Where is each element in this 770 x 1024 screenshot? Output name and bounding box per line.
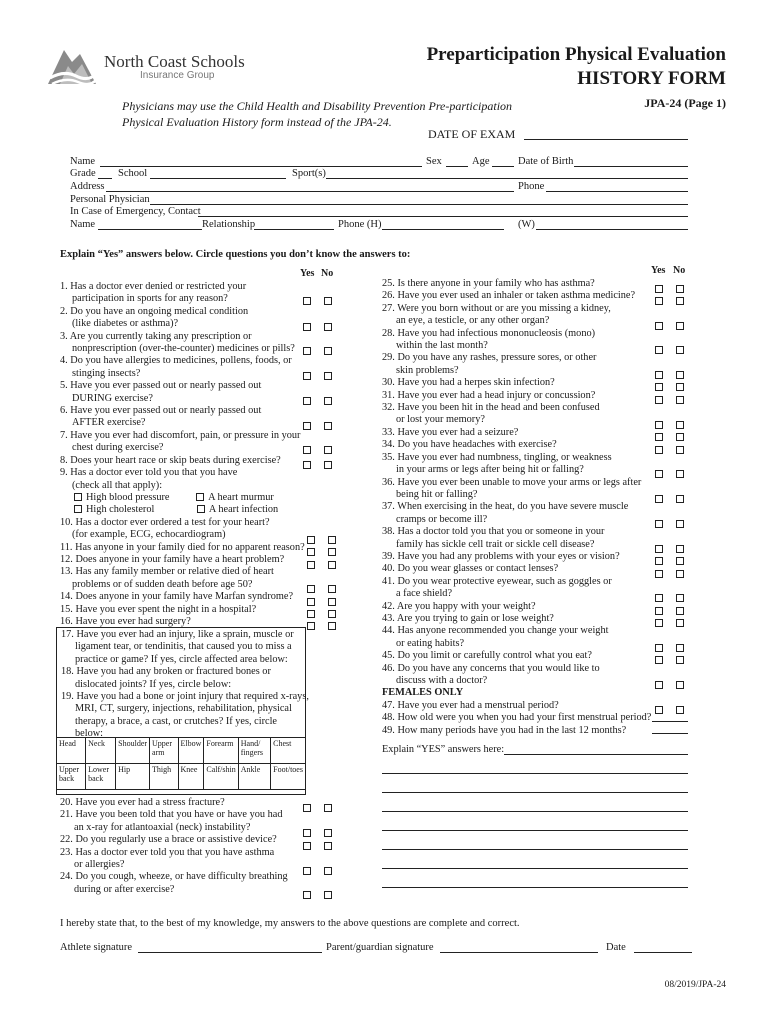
question-line: 3. Are you currently taking any prescription or: [60, 330, 252, 342]
table-row: [57, 738, 306, 764]
question-line: problems or of sudden death before age 50?: [72, 578, 253, 590]
question-line: being hit or falling?: [396, 488, 478, 500]
yes-checkbox[interactable]: [303, 804, 311, 812]
no-checkbox[interactable]: [324, 323, 332, 331]
option-label: High blood pressure: [86, 491, 170, 503]
question-line: 40. Do you wear glasses or contact lenses?: [382, 563, 559, 575]
yes-checkbox[interactable]: [655, 297, 663, 305]
explain-yes-label: Explain “YES” answers here:: [382, 744, 505, 755]
no-checkbox[interactable]: [676, 557, 684, 565]
question-line: discuss with a doctor?: [396, 675, 488, 686]
yes-checkbox[interactable]: [655, 706, 663, 714]
no-checkbox[interactable]: [324, 804, 332, 812]
note-line: Physicians may use the Child Health and Disability Prevention Pre-participation: [122, 99, 513, 113]
mountain-logo-icon: [46, 44, 98, 88]
no-checkbox[interactable]: [324, 829, 332, 837]
name-field[interactable]: [100, 166, 422, 167]
phone-field[interactable]: [546, 191, 688, 192]
question-line: 26. Have you ever used an inhaler or taken asthma medicine?: [382, 290, 636, 302]
explain-heading: Explain “Yes” answers below. Circle questions you don’t know the answers to:: [60, 249, 411, 260]
question-line: 35. Have you ever had numbness, tingling, or weakness: [382, 451, 612, 463]
question-line: 19. Have you had a bone or joint injury that required x-rays,: [61, 691, 309, 703]
relationship-label: Relationship: [202, 219, 256, 230]
no-checkbox[interactable]: [676, 706, 684, 714]
question-line: 21. Have you been told that you have or have you had: [60, 809, 283, 821]
question-line: chest during exercise?: [72, 442, 164, 454]
no-checkbox[interactable]: [324, 461, 332, 469]
question-line: 41. Do you wear protective eyewear, such as goggles or: [382, 575, 612, 587]
age-label: Age: [472, 156, 490, 167]
checkbox[interactable]: [74, 493, 82, 501]
body-area[interactable]: Upper arm: [150, 738, 178, 764]
no-checkbox[interactable]: [676, 297, 684, 305]
question-line: 9. Has a doctor ever told you that you have: [60, 467, 238, 479]
yes-checkbox[interactable]: [655, 322, 663, 330]
option-label: A heart murmur: [208, 491, 274, 503]
no-checkbox[interactable]: [324, 297, 332, 305]
left-questions-2: [60, 797, 288, 896]
yes-checkbox[interactable]: [655, 520, 663, 528]
no-checkbox[interactable]: [324, 347, 332, 355]
question-line: 10. Has a doctor ever ordered a test for your heart?: [60, 516, 270, 528]
question-line: 13. Has any family member or relative died of heart: [60, 566, 274, 578]
body-area[interactable]: Elbow: [178, 738, 204, 764]
question-line: 29. Do you have any rashes, pressure sores, or other: [382, 352, 597, 364]
no-header: No: [321, 268, 334, 279]
physician-field[interactable]: [150, 204, 688, 205]
body-area[interactable]: Head: [57, 738, 86, 764]
no-checkbox[interactable]: [324, 372, 332, 380]
yes-checkbox[interactable]: [655, 570, 663, 578]
question-line: 18. Have you had any broken or fractured bones or: [61, 666, 271, 678]
date-label: Date: [606, 942, 626, 953]
question-line: family has sickle cell trait or sickle cell disease?: [396, 538, 595, 550]
question-line: 43. Are you trying to gain or lose weight?: [382, 612, 554, 624]
question-line: 24. Do you cough, wheeze, or have difficulty breathing: [60, 871, 288, 883]
question-line: 27. Were you born without or are you missing a kidney,: [382, 302, 611, 314]
no-checkbox[interactable]: [676, 470, 684, 478]
physician-note: [122, 98, 562, 130]
explain-line[interactable]: [382, 887, 688, 888]
question-line: 23. Has a doctor ever told you that you have asthma: [60, 846, 275, 858]
yes-checkbox[interactable]: [307, 585, 315, 593]
emergency-label: In Case of Emergency, Contact: [70, 206, 201, 217]
question-line: AFTER exercise?: [72, 417, 146, 429]
question-line: (like diabetes or asthma)?: [72, 318, 179, 330]
question-line: within the last month?: [396, 340, 488, 352]
no-checkbox[interactable]: [324, 397, 332, 405]
no-checkbox[interactable]: [676, 520, 684, 528]
left-questions: [60, 281, 305, 628]
org-subtitle: Insurance Group: [140, 70, 215, 81]
yes-checkbox[interactable]: [303, 297, 311, 305]
body-area[interactable]: Lower back: [86, 764, 116, 790]
yes-checkbox[interactable]: [303, 842, 311, 850]
yes-checkbox[interactable]: [655, 383, 663, 391]
question-line: ligament tear, or tendinitis, that caused you to miss a: [75, 641, 292, 653]
body-area[interactable]: Ankle: [238, 764, 270, 790]
no-checkbox[interactable]: [676, 619, 684, 627]
explain-line[interactable]: [382, 773, 688, 774]
page-id: JPA-24 (Page 1): [644, 96, 726, 110]
question-line: skin problems?: [396, 364, 459, 376]
checkbox[interactable]: [197, 505, 205, 513]
question-line: or allergies?: [74, 859, 125, 871]
exam-date-field[interactable]: [524, 139, 688, 140]
q9-options-row: [60, 504, 305, 516]
question-line: or lost your memory?: [396, 414, 485, 426]
org-name: North Coast Schools: [104, 52, 245, 71]
q9-options-row: [60, 492, 305, 504]
no-checkbox[interactable]: [324, 867, 332, 875]
yes-checkbox[interactable]: [303, 347, 311, 355]
question-line: in your arms or legs after being hit or falling?: [396, 464, 584, 476]
question-line: 32. Have you been hit in the head and been confused: [382, 402, 600, 414]
question-line: 42. Are you happy with your weight?: [382, 600, 536, 612]
question-line: 37. When exercising in the heat, do you have severe muscle: [382, 501, 629, 513]
sports-label: Sport(s): [292, 168, 326, 179]
address-field[interactable]: [106, 191, 514, 192]
checkbox[interactable]: [196, 493, 204, 501]
relationship-field[interactable]: [254, 229, 334, 230]
parent-signature-label: Parent/guardian signature: [326, 942, 434, 953]
yes-checkbox[interactable]: [655, 681, 663, 689]
no-checkbox[interactable]: [676, 396, 684, 404]
no-checkbox[interactable]: [324, 446, 332, 454]
question-line: 5. Have you ever passed out or nearly passed out: [60, 380, 262, 392]
injury-questions: [57, 628, 309, 741]
yes-checkbox[interactable]: [655, 594, 663, 602]
no-checkbox[interactable]: [676, 346, 684, 354]
yes-checkbox[interactable]: [655, 557, 663, 565]
explain-line[interactable]: [504, 754, 688, 755]
no-checkbox[interactable]: [676, 570, 684, 578]
no-checkbox[interactable]: [324, 842, 332, 850]
explain-line[interactable]: [382, 811, 688, 812]
physician-label: Personal Physician: [70, 194, 150, 205]
periods-count-field[interactable]: [652, 733, 688, 734]
question-line: during or after exercise?: [74, 883, 175, 895]
yes-checkbox[interactable]: [655, 495, 663, 503]
address-label: Address: [70, 181, 105, 192]
females-only-heading: FEMALES ONLY: [382, 687, 464, 699]
yes-checkbox[interactable]: [307, 548, 315, 556]
no-checkbox[interactable]: [676, 433, 684, 441]
question-line: 48. How old were you when you had your first menstrual period?: [382, 712, 652, 724]
question-line: 1. Has a doctor ever denied or restricted your: [60, 281, 247, 292]
explain-line[interactable]: [382, 868, 688, 869]
yes-checkbox[interactable]: [655, 470, 663, 478]
yes-checkbox[interactable]: [303, 891, 311, 899]
date-field[interactable]: [634, 952, 692, 953]
question-line: dislocated joints? If yes, circle below:: [75, 678, 232, 690]
yes-checkbox[interactable]: [307, 622, 315, 630]
checkbox[interactable]: [74, 505, 82, 513]
yes-checkbox[interactable]: [303, 323, 311, 331]
question-line: 39. Have you had any problems with your eyes or vision?: [382, 550, 620, 562]
contact-name-label: Name: [70, 219, 96, 230]
question-line: 6. Have you ever passed out or nearly passed out: [60, 405, 262, 417]
question-line: 31. Have you ever had a head injury or concussion?: [382, 389, 596, 401]
question-line: participation in sports for any reason?: [72, 293, 228, 305]
yes-checkbox[interactable]: [303, 867, 311, 875]
no-checkbox[interactable]: [676, 446, 684, 454]
question-line: 11. Has anyone in your family died for no apparent reason?: [60, 541, 305, 553]
question-line: 44. Has anyone recommended you change your weight: [382, 625, 609, 637]
body-area[interactable]: Hand/ fingers: [238, 738, 270, 764]
no-checkbox[interactable]: [676, 322, 684, 330]
question-line: 15. Have you ever spent the night in a hospital?: [60, 603, 257, 615]
yes-checkbox[interactable]: [655, 433, 663, 441]
explain-line[interactable]: [382, 849, 688, 850]
question-line: an x-ray for atlantoaxial (neck) instability?: [74, 821, 251, 833]
question-line: an eye, a testicle, or any other organ?: [396, 315, 550, 327]
grade-field[interactable]: [98, 178, 112, 179]
table-row: [57, 764, 306, 790]
body-area[interactable]: Neck: [86, 738, 116, 764]
sex-label: Sex: [426, 156, 442, 167]
form-footer-code: 08/2019/JPA-24: [664, 980, 726, 990]
body-area[interactable]: Upper back: [57, 764, 86, 790]
question-line: 2. Do you have an ongoing medical condition: [60, 305, 249, 317]
yes-checkbox[interactable]: [303, 397, 311, 405]
body-area[interactable]: Calf/shin: [204, 764, 238, 790]
athlete-signature-label: Athlete signature: [60, 942, 133, 953]
no-checkbox[interactable]: [676, 383, 684, 391]
no-checkbox[interactable]: [328, 561, 336, 569]
body-area[interactable]: Shoulder: [116, 738, 150, 764]
body-area[interactable]: Knee: [178, 764, 204, 790]
no-checkbox[interactable]: [328, 585, 336, 593]
explain-line[interactable]: [382, 792, 688, 793]
attestation-statement: I hereby state that, to the best of my knowledge, my answers to the above questions are complete and correct.: [60, 918, 520, 929]
question-line: 20. Have you ever had a stress fracture?: [60, 797, 225, 808]
question-line: 33. Have you ever had a seizure?: [382, 426, 519, 438]
emergency-field[interactable]: [198, 216, 688, 217]
question-line: stinging insects?: [72, 367, 141, 379]
question-line: 49. How many periods have you had in the last 12 months?: [382, 724, 627, 736]
question-line: nonprescription (over-the-counter) medicines or pills?: [72, 343, 295, 355]
question-line: below:: [75, 728, 104, 740]
question-line: MRI, CT, surgery, injections, rehabilitation, physical: [75, 703, 292, 715]
parent-signature-field[interactable]: [440, 952, 598, 953]
question-line: 47. Have you ever had a menstrual period?: [382, 699, 559, 711]
sports-field[interactable]: [326, 178, 688, 179]
athlete-signature-field[interactable]: [138, 952, 322, 953]
checkbox-pair: [303, 292, 311, 310]
sex-field[interactable]: [446, 166, 468, 167]
question-line: 12. Does anyone in your family have a heart problem?: [60, 553, 285, 565]
note-line: Physical Evaluation History form instead of the JPA-24.: [122, 115, 392, 129]
no-checkbox[interactable]: [676, 495, 684, 503]
no-checkbox[interactable]: [324, 891, 332, 899]
form-title: Preparticipation Physical Evaluation: [426, 44, 726, 65]
question-line: 4. Do you have allergies to medicines, pollens, foods, or: [60, 355, 292, 367]
yes-checkbox[interactable]: [303, 372, 311, 380]
question-line: 22. Do you regularly use a brace or assistive device?: [60, 834, 277, 846]
question-line: (for example, ECG, echocardiogram): [72, 529, 226, 541]
yes-header: Yes: [651, 265, 666, 276]
yes-checkbox[interactable]: [655, 619, 663, 627]
question-line: 25. Is there anyone in your family who has asthma?: [382, 278, 595, 289]
question-line: 45. Do you limit or carefully control what you eat?: [382, 650, 592, 662]
no-header: No: [673, 265, 686, 276]
body-area[interactable]: Thigh: [150, 764, 178, 790]
question-line: practice or game? If yes, circle affected area below:: [75, 653, 288, 665]
question-line: 17. Have you ever had an injury, like a sprain, muscle or: [61, 629, 294, 640]
school-field[interactable]: [150, 178, 286, 179]
body-area[interactable]: Hip: [116, 764, 150, 790]
question-line: 16. Have you ever had surgery?: [60, 615, 191, 627]
dob-field[interactable]: [574, 166, 688, 167]
option-label: A heart infection: [208, 504, 279, 516]
question-line: DURING exercise?: [72, 392, 153, 404]
phone-w-label: (W): [518, 219, 535, 230]
yes-checkbox[interactable]: [303, 461, 311, 469]
question-line: 7. Have you ever had discomfort, pain, or pressure in your: [60, 429, 301, 441]
yes-checkbox[interactable]: [655, 446, 663, 454]
yes-checkbox[interactable]: [307, 561, 315, 569]
question-line: 36. Have you ever been unable to move your arms or legs after: [382, 476, 642, 488]
yes-checkbox[interactable]: [655, 346, 663, 354]
phone-w-field[interactable]: [536, 229, 688, 230]
question-line: therapy, a brace, a cast, or crutches? If yes, circle: [75, 715, 278, 727]
form-subtitle: HISTORY FORM: [577, 68, 726, 89]
no-checkbox[interactable]: [328, 622, 336, 630]
yes-checkbox[interactable]: [655, 656, 663, 664]
contact-name-field[interactable]: [98, 229, 202, 230]
question-line: 8. Does your heart race or skip beats during exercise?: [60, 454, 281, 466]
question-line: (check all that apply):: [72, 479, 163, 491]
question-line: 28. Have you had infectious mononucleosis (mono): [382, 327, 596, 339]
question-line: 46. Do you have any concerns that you would like to: [382, 662, 600, 674]
no-checkbox[interactable]: [328, 548, 336, 556]
question-line: 14. Does anyone in your family have Marfan syndrome?: [60, 591, 294, 603]
yes-checkbox[interactable]: [303, 829, 311, 837]
no-checkbox[interactable]: [676, 681, 684, 689]
yes-header: Yes: [300, 268, 315, 279]
phone-label: Phone: [518, 181, 545, 192]
no-checkbox[interactable]: [324, 422, 332, 430]
no-checkbox[interactable]: [676, 594, 684, 602]
phone-h-field[interactable]: [382, 229, 504, 230]
question-line: cramps or become ill?: [396, 513, 488, 525]
body-area-table: [56, 737, 306, 790]
grade-label: Grade: [70, 168, 96, 179]
first-period-age-field[interactable]: [652, 721, 688, 722]
no-checkbox[interactable]: [676, 656, 684, 664]
school-label: School: [118, 168, 148, 179]
dob-label: Date of Birth: [518, 156, 574, 167]
yes-checkbox[interactable]: [303, 422, 311, 430]
question-line: 30. Have you had a herpes skin infection?: [382, 377, 555, 389]
question-line: or eating habits?: [396, 637, 465, 649]
explain-line[interactable]: [382, 830, 688, 831]
yes-checkbox[interactable]: [655, 396, 663, 404]
exam-date-label: DATE OF EXAM: [428, 127, 516, 141]
body-area[interactable]: Chest: [271, 738, 306, 764]
yes-checkbox[interactable]: [303, 446, 311, 454]
body-area[interactable]: Foot/toes: [271, 764, 306, 790]
body-area[interactable]: Forearm: [204, 738, 238, 764]
name-label: Name: [70, 156, 96, 167]
option-label: High cholesterol: [86, 504, 155, 516]
phone-h-label: Phone (H): [338, 219, 382, 230]
question-line: a face shield?: [396, 588, 453, 600]
question-line: 34. Do you have headaches with exercise?: [382, 439, 557, 451]
question-line: 38. Has a doctor told you that you or someone in your: [382, 526, 605, 538]
age-field[interactable]: [492, 166, 514, 167]
right-questions: [382, 278, 651, 737]
